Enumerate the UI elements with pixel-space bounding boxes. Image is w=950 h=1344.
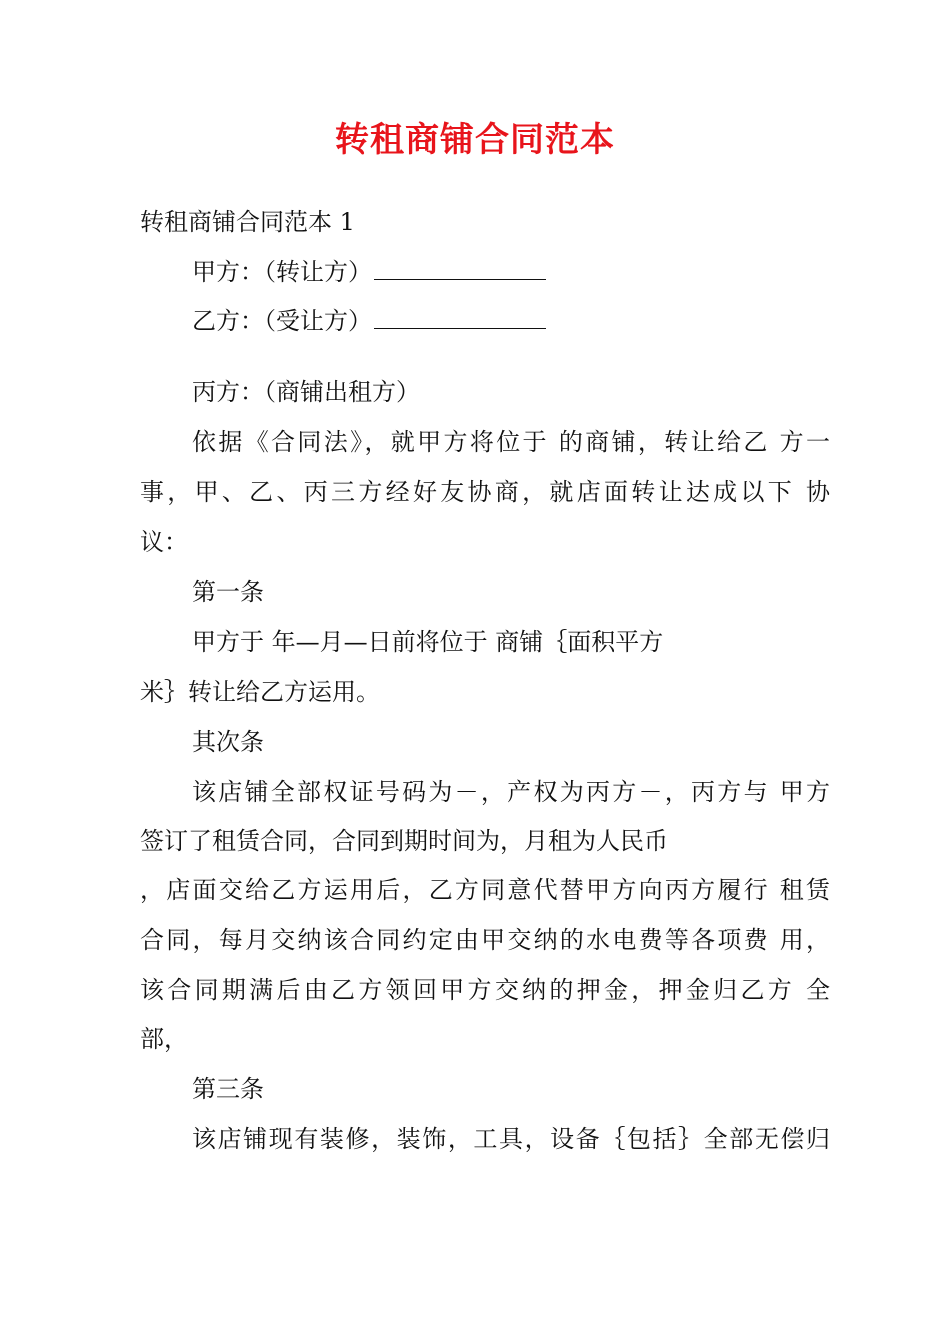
article3-line-1: 该店铺现有装修，装饰，工具，设备｛包括｝全部无偿归	[192, 1125, 830, 1153]
article2-line-2: 签订了租赁合同，合同到期时间为，月租为人民币	[140, 827, 668, 855]
article3-heading: 第三条	[192, 1075, 264, 1103]
article2-line-4: 合同，每月交纳该合同约定由甲交纳的水电费等各项费 用，	[140, 926, 830, 954]
intro-line-3: 议：	[140, 528, 188, 556]
party-b-label: 乙方：（受让方）	[192, 307, 372, 335]
intro-line-1: 依据《合同法》，就甲方将位于 的商铺，转让给乙 方一	[192, 428, 830, 456]
intro-line-2: 事，甲、乙、丙三方经好友协商，就店面转让达成以下 协	[140, 478, 830, 506]
party-a-blank	[374, 257, 546, 280]
article2-heading: 其次条	[192, 728, 264, 756]
party-a-line	[192, 256, 546, 288]
article2-line-5: 该合同期满后由乙方领回甲方交纳的押金，押金归乙方 全	[140, 976, 830, 1004]
article2-line-3: ，店面交给乙方运用后，乙方同意代替甲方向丙方履行 租赁	[140, 876, 830, 904]
article1-line-1: 甲方于 年—月—日前将位于 商铺｛面积平方	[192, 628, 664, 656]
article2-line-1: 该店铺全部权证号码为－，产权为丙方－，丙方与 甲方	[192, 778, 830, 806]
party-b-line	[192, 305, 546, 337]
party-c-line: 丙方：（商铺出租方）	[192, 378, 420, 406]
article1-line-2: 米｝转让给乙方运用。	[140, 678, 380, 706]
article1-heading: 第一条	[192, 578, 264, 606]
party-b-blank	[374, 306, 546, 329]
party-a-label: 甲方：（转让方）	[192, 258, 372, 286]
subtitle: 转租商铺合同范本 1	[140, 208, 355, 236]
document-title: 转租商铺合同范本	[335, 120, 615, 160]
article2-line-6: 部，	[140, 1025, 188, 1053]
